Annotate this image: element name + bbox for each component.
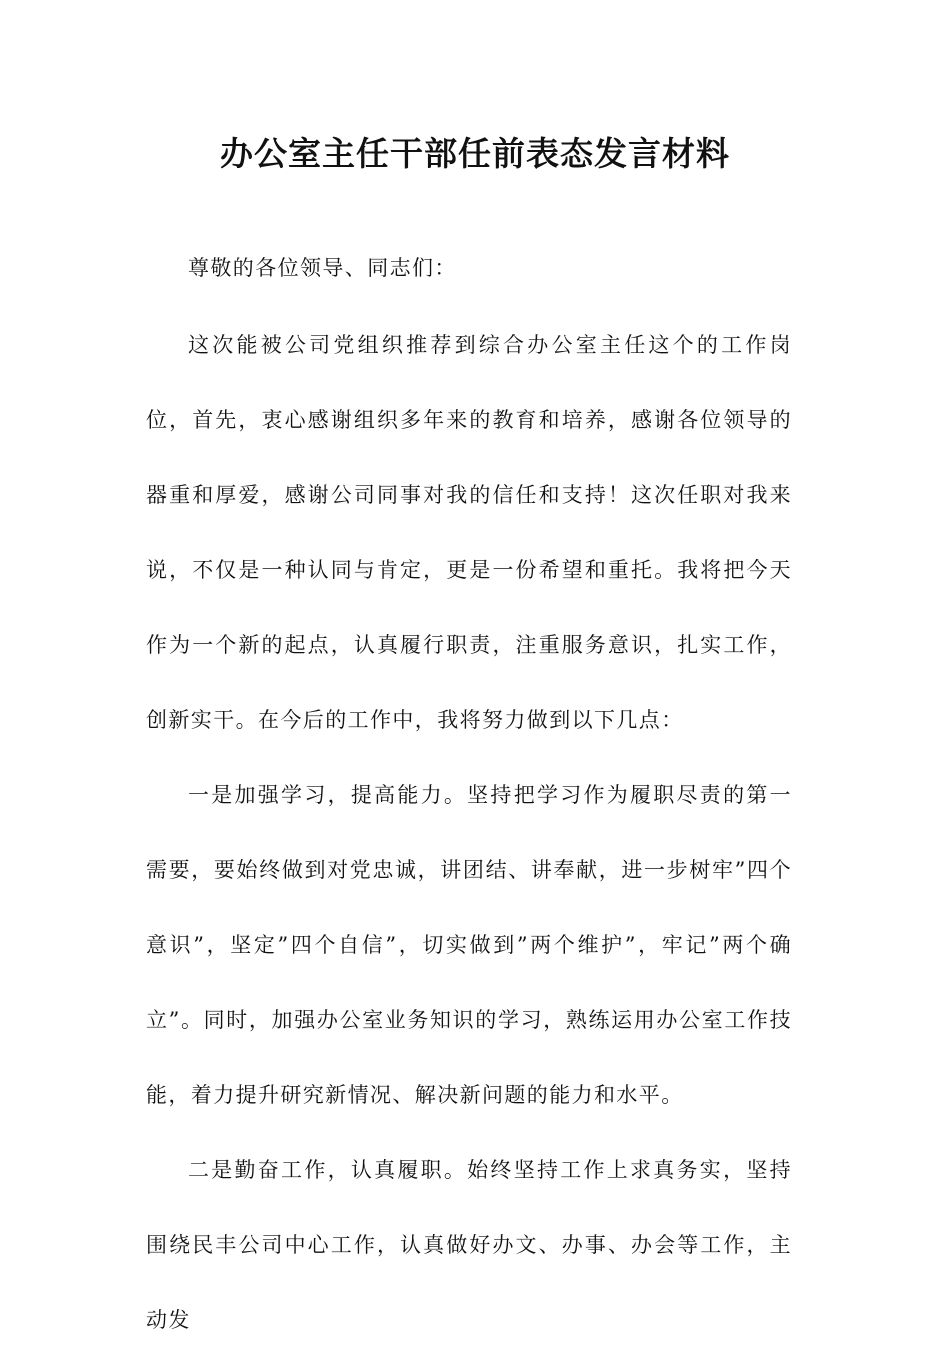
paragraph-point-two: 二是勤奋工作，认真履职。始终坚持工作上求真务实，坚持围绕民丰公司中心工作，认真做好办文、办事、办会等工作，主动发	[146, 1158, 792, 1332]
paragraph-point-one: 一是加强学习，提高能力。坚持把学习作为履职尽责的第一需要，要始终做到对党忠诚，讲团结、讲奉献，进一步树牢”四个意识”，坚定”四个自信”，切实做到”两个维护”，牢记”两个确立”。同时，加强办公室业务知识的学习，熟练运用办公室工作技能，着力提升研究新情况、解决新问题的能力和水平。	[146, 783, 792, 1107]
salutation: 尊敬的各位领导、同志们：	[188, 256, 457, 280]
document-body	[146, 238, 792, 1358]
paragraph-intro: 这次能被公司党组织推荐到综合办公室主任这个的工作岗位，首先，衷心感谢组织多年来的教育和培养，感谢各位领导的器重和厚爱，感谢公司同事对我的信任和支持！这次任职对我来说，不仅是一种认同与肯定，更是一份希望和重托。我将把今天作为一个新的起点，认真履行职责，注重服务意识，扎实工作，创新实干。在今后的工作中，我将努力做到以下几点：	[146, 333, 792, 732]
document-title: 办公室主任干部任前表态发言材料	[220, 134, 730, 173]
